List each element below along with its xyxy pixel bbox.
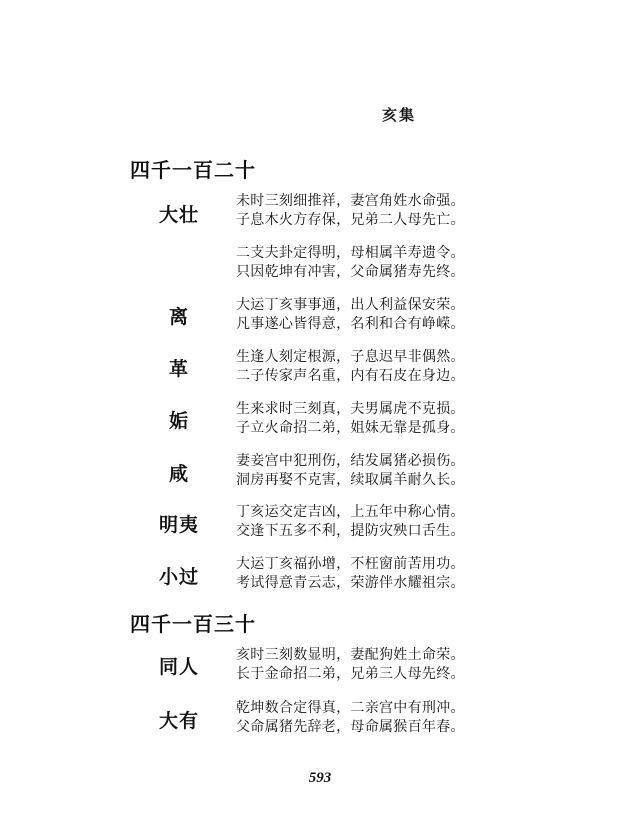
gua-name: 革 <box>168 358 189 380</box>
verse-line: 子立火命招二弟，姐妹无靠是孤身。 <box>236 420 465 436</box>
verse-block <box>236 400 465 438</box>
verse-line: 二支夫卦定得明，母相属羊寿遗令。 <box>236 245 465 261</box>
verse-line: 长于金命招二弟，兄弟三人母先终。 <box>236 666 465 682</box>
section-title: 四千一百三十 <box>130 612 256 636</box>
verse-line: 亥时三刻数显明，妻配狗姓土命荣。 <box>236 647 465 663</box>
gua-name: 明夷 <box>158 514 199 536</box>
verse-block <box>236 503 465 541</box>
verse-line: 未时三刻细推祥，妻宫角姓水命强。 <box>236 193 465 209</box>
verse-block <box>236 348 465 386</box>
page-number: 593 <box>308 770 332 786</box>
verse-line: 生来求时三刻真，夫男属虎不克损。 <box>236 401 465 417</box>
verse-line: 大运丁亥福孙增，不枉窗前苦用功。 <box>236 556 465 572</box>
section-title: 四千一百二十 <box>130 158 256 182</box>
gua-name: 咸 <box>168 463 189 485</box>
verse-line: 大运丁亥事事通，出人利益保安荣。 <box>236 297 465 313</box>
verse-block <box>236 555 465 593</box>
verse-line: 生逢人刻定根源，子息迟早非偶然。 <box>236 349 465 365</box>
verse-block <box>236 452 465 490</box>
verse-block <box>236 192 465 230</box>
verse-line: 凡事遂心皆得意，名利和合有峥嵘。 <box>236 316 465 332</box>
verse-line: 乾坤数合定得真，二亲宫中有刑冲。 <box>236 700 465 716</box>
verse-line: 妻妾宫中犯刑伤，结发属猪必损伤。 <box>236 453 465 469</box>
verse-block <box>236 699 465 737</box>
gua-name: 大有 <box>158 710 199 732</box>
verse-line: 父命属猪先辞老，母命属猴百年春。 <box>236 719 465 735</box>
verse-line: 洞房再娶不克害，续取属羊耐久长。 <box>236 472 465 488</box>
verse-block <box>236 244 465 282</box>
running-header: 亥集 <box>382 106 417 124</box>
gua-name: 小过 <box>158 566 199 588</box>
verse-line: 交逢下五多不利，提防灾殃口舌生。 <box>236 523 465 539</box>
verse-line: 只因乾坤有冲害，父命属猪寿先终。 <box>236 264 465 280</box>
verse-block <box>236 646 465 684</box>
verse-line: 考试得意青云志，荣游伴水耀祖宗。 <box>236 575 465 591</box>
verse-line: 丁亥运交定吉凶，上五年中称心情。 <box>236 504 465 520</box>
gua-name: 姤 <box>168 410 189 432</box>
verse-block <box>236 296 465 334</box>
verse-line: 二子传家声名重，内有石皮在身边。 <box>236 368 465 384</box>
gua-name: 大壮 <box>158 204 199 226</box>
gua-name: 同人 <box>158 656 199 678</box>
gua-name: 离 <box>168 306 189 328</box>
verse-line: 子息木火方存保，兄弟二人母先亡。 <box>236 212 465 228</box>
